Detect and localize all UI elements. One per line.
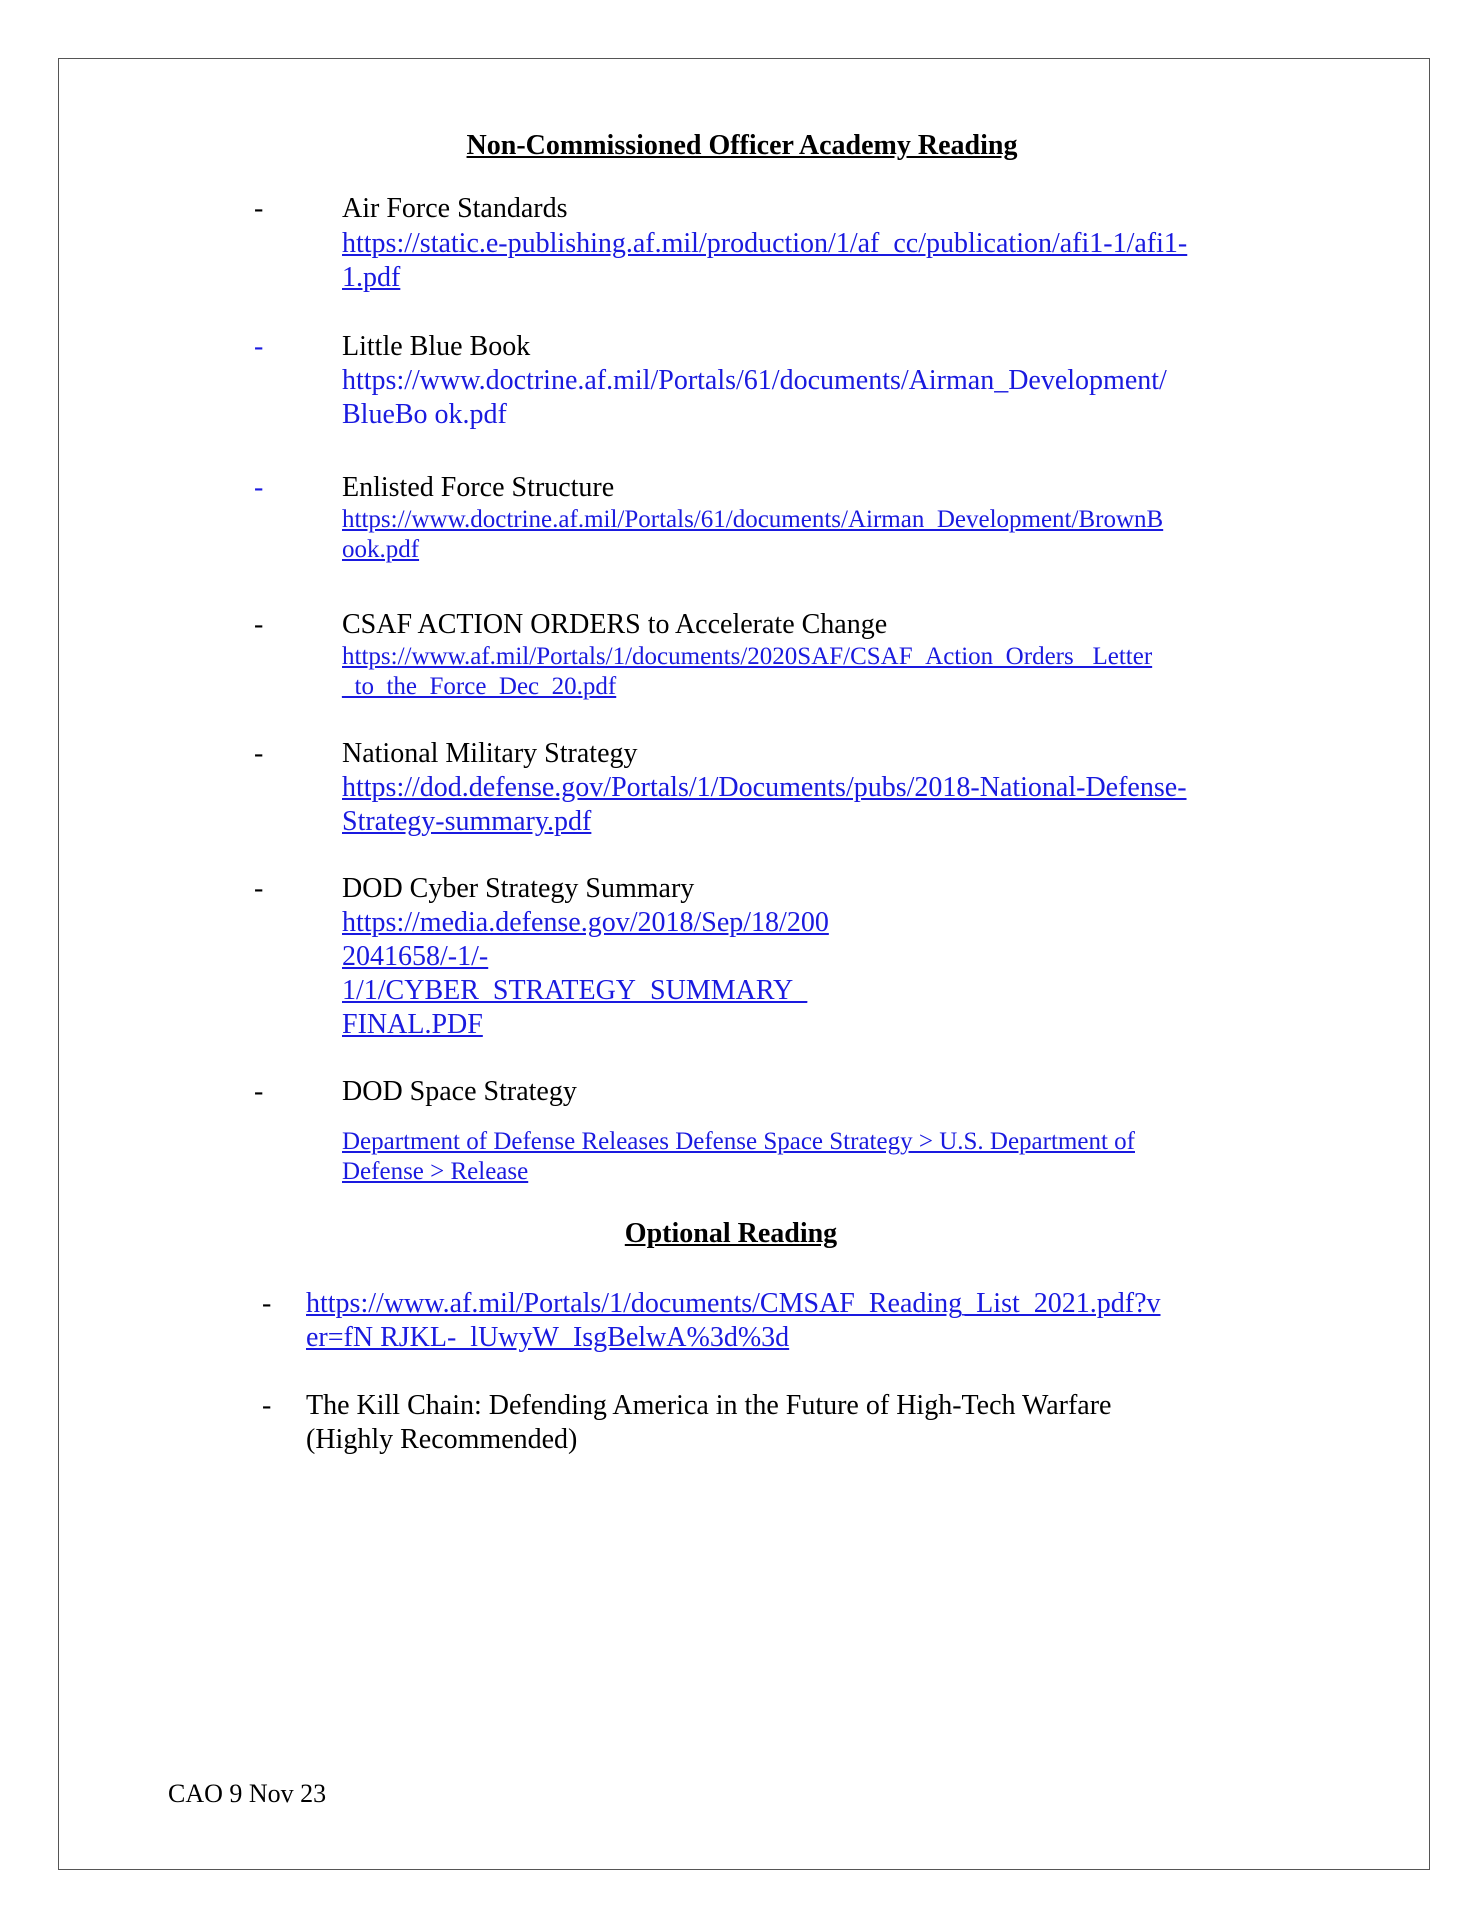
page-heading: Non-Commissioned Officer Academy Reading [466,130,1018,161]
link-line[interactable]: https://www.doctrine.af.mil/Portals/61/documents/Airman_Development/BrownB [342,506,1164,533]
list-bullet: - [254,472,264,503]
item-title-csaf-action-orders: CSAF ACTION ORDERS to Accelerate Change [342,609,888,640]
link-line[interactable]: Defense > Release [342,1158,529,1185]
list-bullet: - [254,331,264,362]
item-title-dod-space-strategy: DOD Space Strategy [342,1076,577,1107]
link-air-force-standards[interactable] [342,227,1187,295]
text-line: (Highly Recommended) [306,1424,578,1455]
link-line[interactable]: https://dod.defense.gov/Portals/1/Documents/pubs/2018-National-Defense- [342,772,1187,803]
link-line[interactable]: https://www.af.mil/Portals/1/documents/CMSAF_Reading_List_2021.pdf?v [306,1288,1161,1319]
link-dod-space-strategy[interactable] [342,1127,1135,1187]
link-line[interactable]: FINAL.PDF [342,1009,483,1040]
link-line[interactable]: BlueBo ok.pdf [342,399,507,430]
link-little-blue-book[interactable] [342,364,1167,432]
link-cmsaf-reading-list[interactable] [306,1287,1161,1355]
text-line: The Kill Chain: Defending America in the Future of High-Tech Warfare [306,1390,1112,1421]
list-bullet: - [262,1288,272,1319]
item-title-little-blue-book: Little Blue Book [342,331,531,362]
item-title-air-force-standards: Air Force Standards [342,193,568,224]
link-line[interactable]: Department of Defense Releases Defense Space Strategy > U.S. Department of [342,1128,1135,1155]
link-national-military-strategy[interactable] [342,771,1187,839]
item-title-dod-cyber-strategy-summary: DOD Cyber Strategy Summary [342,873,695,904]
link-line[interactable]: 2041658/-1/- [342,941,489,972]
list-bullet: - [262,1390,272,1421]
link-line[interactable]: 1/1/CYBER_STRATEGY_SUMMARY_ [342,975,808,1006]
link-line[interactable]: https://www.af.mil/Portals/1/documents/2020SAF/CSAF_Action_Orders _Letter [342,643,1153,670]
link-enlisted-force-structure[interactable] [342,505,1163,565]
link-csaf-action-orders[interactable] [342,642,1152,702]
footer-date: CAO 9 Nov 23 [168,1779,327,1808]
list-bullet: - [254,738,264,769]
list-bullet: - [254,193,264,224]
optional-reading-heading: Optional Reading [624,1218,838,1249]
link-line[interactable]: _to_the_Force_Dec_20.pdf [342,673,617,700]
link-line[interactable]: er=fN RJKL-_lUwyW_IsgBelwA%3d%3d [306,1322,790,1353]
link-line[interactable]: https://static.e-publishing.af.mil/production/1/af_cc/publication/afi1-1/afi1- [342,228,1188,259]
item-title-national-military-strategy: National Military Strategy [342,738,638,769]
item-title-enlisted-force-structure: Enlisted Force Structure [342,472,615,503]
list-bullet: - [254,1076,264,1107]
list-bullet: - [254,873,264,904]
link-line[interactable]: Strategy-summary.pdf [342,806,592,837]
link-line[interactable]: https://www.doctrine.af.mil/Portals/61/documents/Airman_Development/ [342,365,1167,396]
link-line[interactable]: https://media.defense.gov/2018/Sep/18/200 [342,907,829,938]
link-line[interactable]: ook.pdf [342,536,420,563]
link-line[interactable]: 1.pdf [342,262,401,293]
list-bullet: - [254,609,264,640]
link-dod-cyber-strategy-summary[interactable] [342,906,829,1042]
kill-chain-book-title [306,1389,1111,1457]
